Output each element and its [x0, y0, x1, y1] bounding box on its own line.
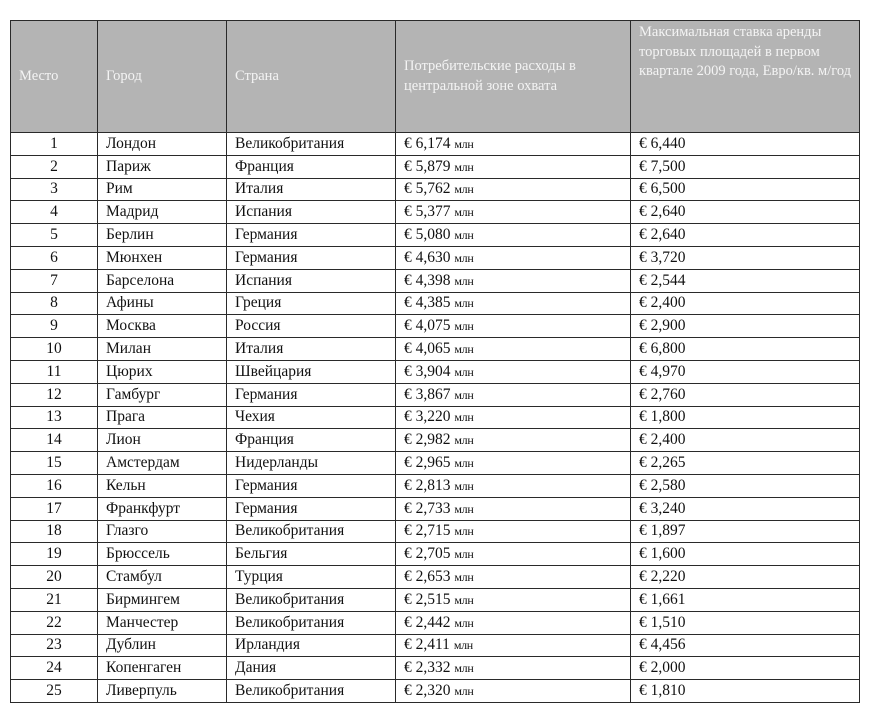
- cell-rank: 5: [11, 224, 98, 247]
- cell-spending: [396, 452, 631, 475]
- cell-rent: € 2,544: [631, 269, 860, 292]
- cell-country: Франция: [227, 429, 396, 452]
- table-row: [11, 543, 860, 566]
- table-row: [11, 360, 860, 383]
- cell-rent: € 6,800: [631, 338, 860, 361]
- spending-unit: млн: [454, 570, 474, 585]
- cell-country: Великобритания: [227, 588, 396, 611]
- spending-amount: € 2,411: [404, 636, 450, 654]
- cell-city: Цюрих: [98, 360, 227, 383]
- cell-spending: [396, 406, 631, 429]
- spending-unit: млн: [454, 547, 474, 562]
- table-row: [11, 224, 860, 247]
- cell-spending: [396, 657, 631, 680]
- cell-country: Германия: [227, 474, 396, 497]
- spending-amount: € 5,879: [404, 157, 451, 175]
- cell-rent: € 2,580: [631, 474, 860, 497]
- spending-amount: € 6,174: [404, 134, 451, 152]
- cell-city: Рим: [98, 178, 227, 201]
- cell-spending: [396, 566, 631, 589]
- table-row: [11, 383, 860, 406]
- cell-spending: [396, 315, 631, 338]
- cell-city: Прага: [98, 406, 227, 429]
- spending-unit: млн: [454, 478, 474, 493]
- cell-rent: € 7,500: [631, 155, 860, 178]
- cell-spending: [396, 292, 631, 315]
- cell-spending: [396, 360, 631, 383]
- cell-country: Россия: [227, 315, 396, 338]
- cell-spending: [396, 224, 631, 247]
- spending-amount: € 2,442: [404, 613, 451, 631]
- cell-rent: € 2,265: [631, 452, 860, 475]
- cell-spending: [396, 178, 631, 201]
- cell-rent: € 2,220: [631, 566, 860, 589]
- cell-country: Германия: [227, 224, 396, 247]
- spending-unit: млн: [454, 296, 474, 311]
- spending-unit: млн: [454, 615, 474, 630]
- cell-country: Бельгия: [227, 543, 396, 566]
- cell-city: Франкфурт: [98, 497, 227, 520]
- city-ranking-table: [10, 20, 860, 703]
- cell-spending: [396, 429, 631, 452]
- spending-unit: млн: [453, 638, 473, 653]
- spending-unit: млн: [454, 364, 474, 379]
- table-row: [11, 155, 860, 178]
- spending-unit: млн: [454, 136, 474, 151]
- cell-city: Копенгаген: [98, 657, 227, 680]
- cell-spending: [396, 155, 631, 178]
- cell-rent: € 4,970: [631, 360, 860, 383]
- cell-city: Лион: [98, 429, 227, 452]
- spending-amount: € 5,762: [404, 180, 451, 198]
- spending-unit: млн: [454, 501, 474, 516]
- table-row: [11, 680, 860, 703]
- cell-spending: [396, 680, 631, 703]
- cell-country: Германия: [227, 497, 396, 520]
- table-row: [11, 474, 860, 497]
- cell-rent: € 1,600: [631, 543, 860, 566]
- cell-city: Манчестер: [98, 611, 227, 634]
- header-spending: Потребительские расходы в центральной зоне охвата: [396, 21, 631, 133]
- cell-country: Швейцария: [227, 360, 396, 383]
- cell-country: Германия: [227, 383, 396, 406]
- spending-amount: € 2,705: [404, 545, 451, 563]
- cell-rent: € 2,640: [631, 201, 860, 224]
- cell-spending: [396, 474, 631, 497]
- spending-amount: € 4,630: [404, 248, 451, 266]
- cell-country: Франция: [227, 155, 396, 178]
- cell-country: Италия: [227, 338, 396, 361]
- cell-rank: 15: [11, 452, 98, 475]
- spending-amount: € 2,733: [404, 499, 451, 517]
- header-row: [11, 21, 860, 133]
- table-row: [11, 657, 860, 680]
- cell-rank: 12: [11, 383, 98, 406]
- spending-amount: € 2,982: [404, 431, 451, 449]
- spending-amount: € 4,065: [404, 340, 451, 358]
- cell-rank: 16: [11, 474, 98, 497]
- spending-amount: € 2,653: [404, 568, 451, 586]
- cell-rank: 9: [11, 315, 98, 338]
- cell-rent: € 4,456: [631, 634, 860, 657]
- cell-country: Дания: [227, 657, 396, 680]
- cell-rank: 11: [11, 360, 98, 383]
- cell-city: Мадрид: [98, 201, 227, 224]
- table-row: [11, 133, 860, 156]
- cell-country: Турция: [227, 566, 396, 589]
- cell-spending: [396, 520, 631, 543]
- cell-spending: [396, 497, 631, 520]
- cell-rank: 23: [11, 634, 98, 657]
- table-row: [11, 201, 860, 224]
- cell-spending: [396, 634, 631, 657]
- table-row: [11, 429, 860, 452]
- spending-amount: € 4,398: [404, 271, 451, 289]
- spending-amount: € 2,320: [404, 682, 451, 700]
- cell-city: Милан: [98, 338, 227, 361]
- spending-amount: € 2,715: [404, 522, 451, 540]
- cell-rent: € 1,897: [631, 520, 860, 543]
- spending-unit: млн: [454, 661, 474, 676]
- cell-country: Греция: [227, 292, 396, 315]
- spending-amount: € 5,377: [404, 203, 451, 221]
- cell-rent: € 6,500: [631, 178, 860, 201]
- table-row: [11, 497, 860, 520]
- cell-city: Барселона: [98, 269, 227, 292]
- cell-spending: [396, 588, 631, 611]
- cell-country: Испания: [227, 269, 396, 292]
- cell-rank: 17: [11, 497, 98, 520]
- spending-unit: млн: [454, 182, 474, 197]
- spending-unit: млн: [454, 273, 474, 288]
- spending-amount: € 4,385: [404, 294, 451, 312]
- cell-rent: € 2,640: [631, 224, 860, 247]
- spending-amount: € 2,515: [404, 590, 451, 608]
- table-row: [11, 588, 860, 611]
- table-row: [11, 338, 860, 361]
- spending-amount: € 5,080: [404, 226, 451, 244]
- cell-rent: € 2,400: [631, 429, 860, 452]
- spending-unit: млн: [454, 410, 474, 425]
- spending-unit: млн: [454, 524, 474, 539]
- cell-rank: 4: [11, 201, 98, 224]
- cell-country: Великобритания: [227, 680, 396, 703]
- cell-rent: € 2,760: [631, 383, 860, 406]
- spending-unit: млн: [454, 684, 474, 699]
- cell-rent: € 1,800: [631, 406, 860, 429]
- spending-unit: млн: [454, 342, 474, 357]
- table-row: [11, 269, 860, 292]
- table-row: [11, 406, 860, 429]
- header-rent: Максимальная ставка аренды торговых площадей в первом квартале 2009 года, Евро/кв. м/год: [631, 21, 860, 133]
- cell-country: Германия: [227, 246, 396, 269]
- cell-rank: 24: [11, 657, 98, 680]
- spending-amount: € 3,904: [404, 362, 451, 380]
- table-row: [11, 520, 860, 543]
- header-rank: Место: [11, 21, 98, 133]
- spending-unit: млн: [454, 456, 474, 471]
- cell-rent: € 1,510: [631, 611, 860, 634]
- spending-unit: млн: [454, 592, 474, 607]
- cell-city: Амстердам: [98, 452, 227, 475]
- header-city: Город: [98, 21, 227, 133]
- spending-unit: млн: [454, 250, 474, 265]
- table-row: [11, 292, 860, 315]
- cell-rank: 13: [11, 406, 98, 429]
- table-row: [11, 634, 860, 657]
- cell-rank: 19: [11, 543, 98, 566]
- spending-amount: € 2,813: [404, 476, 451, 494]
- spending-unit: млн: [454, 228, 474, 243]
- cell-spending: [396, 246, 631, 269]
- spending-amount: € 3,220: [404, 408, 451, 426]
- cell-rank: 18: [11, 520, 98, 543]
- cell-rank: 20: [11, 566, 98, 589]
- cell-country: Ирландия: [227, 634, 396, 657]
- cell-city: Ливерпуль: [98, 680, 227, 703]
- cell-spending: [396, 611, 631, 634]
- cell-city: Кельн: [98, 474, 227, 497]
- spending-amount: € 4,075: [404, 317, 451, 335]
- cell-country: Великобритания: [227, 611, 396, 634]
- cell-rent: € 6,440: [631, 133, 860, 156]
- table-row: [11, 611, 860, 634]
- cell-rank: 1: [11, 133, 98, 156]
- table-row: [11, 566, 860, 589]
- cell-city: Бирмингем: [98, 588, 227, 611]
- cell-rent: € 2,000: [631, 657, 860, 680]
- cell-city: Дублин: [98, 634, 227, 657]
- header-country: Страна: [227, 21, 396, 133]
- cell-spending: [396, 133, 631, 156]
- cell-spending: [396, 383, 631, 406]
- cell-country: Испания: [227, 201, 396, 224]
- spending-unit: млн: [454, 205, 474, 220]
- spending-unit: млн: [454, 159, 474, 174]
- spending-amount: € 2,332: [404, 659, 451, 677]
- cell-rank: 2: [11, 155, 98, 178]
- table-row: [11, 452, 860, 475]
- spending-amount: € 2,965: [404, 454, 451, 472]
- cell-city: Афины: [98, 292, 227, 315]
- cell-rank: 6: [11, 246, 98, 269]
- cell-rank: 8: [11, 292, 98, 315]
- cell-spending: [396, 201, 631, 224]
- cell-city: Брюссель: [98, 543, 227, 566]
- cell-rent: € 3,720: [631, 246, 860, 269]
- cell-rent: € 3,240: [631, 497, 860, 520]
- cell-city: Гамбург: [98, 383, 227, 406]
- spending-amount: € 3,867: [404, 385, 451, 403]
- table-header: [11, 21, 860, 133]
- cell-city: Стамбул: [98, 566, 227, 589]
- table-row: [11, 315, 860, 338]
- cell-spending: [396, 269, 631, 292]
- cell-rank: 25: [11, 680, 98, 703]
- cell-spending: [396, 543, 631, 566]
- cell-rank: 3: [11, 178, 98, 201]
- cell-country: Великобритания: [227, 520, 396, 543]
- cell-country: Нидерланды: [227, 452, 396, 475]
- cell-rank: 22: [11, 611, 98, 634]
- cell-city: Лондон: [98, 133, 227, 156]
- spending-unit: млн: [454, 319, 474, 334]
- cell-rent: € 2,400: [631, 292, 860, 315]
- cell-city: Мюнхен: [98, 246, 227, 269]
- cell-rank: 21: [11, 588, 98, 611]
- cell-city: Берлин: [98, 224, 227, 247]
- cell-city: Москва: [98, 315, 227, 338]
- cell-spending: [396, 338, 631, 361]
- cell-rent: € 1,810: [631, 680, 860, 703]
- table-row: [11, 246, 860, 269]
- cell-country: Великобритания: [227, 133, 396, 156]
- cell-rent: € 2,900: [631, 315, 860, 338]
- table-row: [11, 178, 860, 201]
- cell-rent: € 1,661: [631, 588, 860, 611]
- spending-unit: млн: [454, 433, 474, 448]
- cell-rank: 10: [11, 338, 98, 361]
- cell-city: Глазго: [98, 520, 227, 543]
- cell-country: Чехия: [227, 406, 396, 429]
- cell-city: Париж: [98, 155, 227, 178]
- cell-rank: 14: [11, 429, 98, 452]
- spending-unit: млн: [454, 387, 474, 402]
- cell-country: Италия: [227, 178, 396, 201]
- table-body: [11, 133, 860, 703]
- cell-rank: 7: [11, 269, 98, 292]
